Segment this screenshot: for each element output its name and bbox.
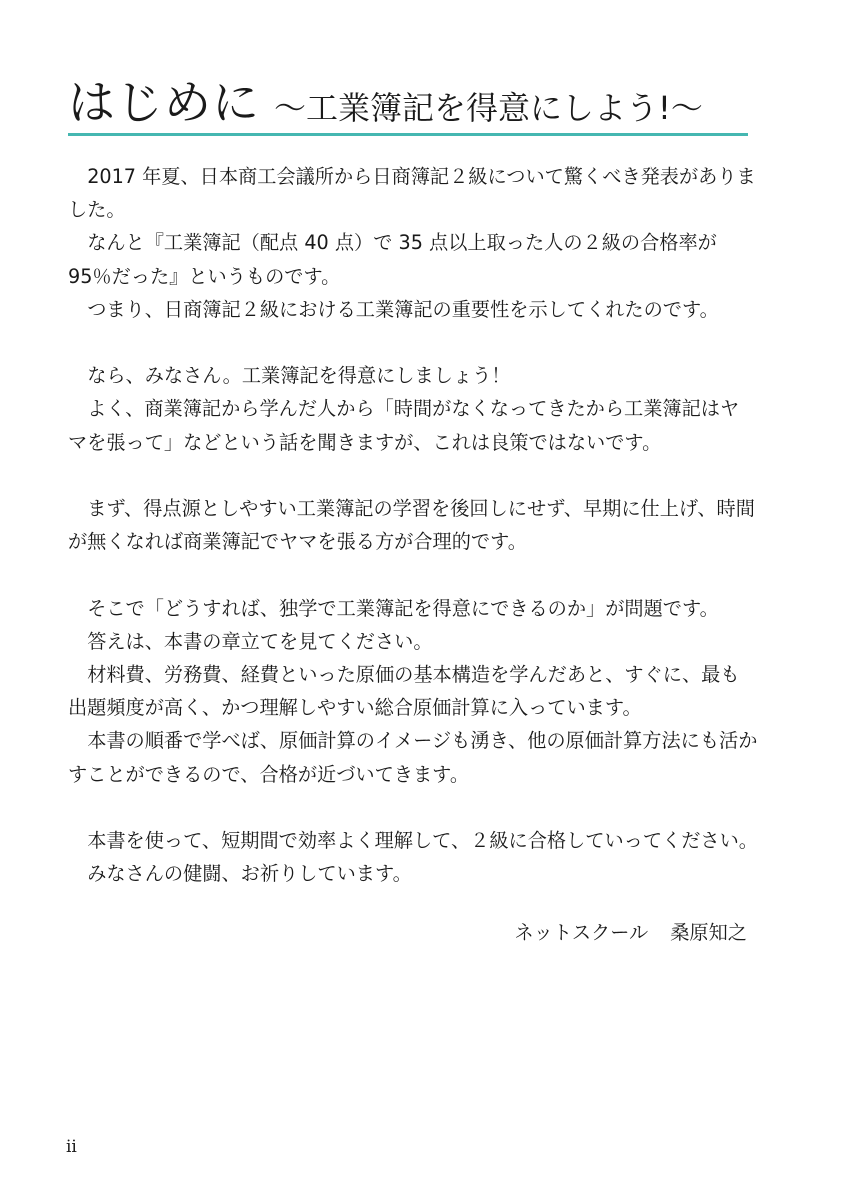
paragraph-spacer: [68, 558, 758, 591]
signature-organization: ネットスクール: [514, 921, 649, 944]
paragraph: つまり、日商簿記２級における工業簿記の重要性を示してくれたのです。: [87, 297, 719, 321]
body-text: [68, 160, 758, 890]
paragraph-spacer: [68, 791, 758, 824]
chapter-heading: [68, 66, 758, 136]
paragraph: 材料費、労務費、経費といった原価の基本構造を学んだあと、すぐに、最も出題頻度が高く、かつ理解しやすい総合原価計算に入っています。: [68, 663, 740, 720]
paragraph: 本書を使って、短期間で効率よく理解して、２級に合格していってください。: [87, 829, 758, 852]
heading-underline: [68, 133, 748, 136]
paragraph: そこで「どうすれば、独学で工業簿記を得意にできるのか」が問題です。: [87, 596, 719, 620]
paragraph-spacer: [68, 326, 758, 359]
paragraph: 2017 年夏、日本商工会議所から日商簿記２級について驚くべき発表がありました。: [68, 165, 756, 222]
page-number: ii: [66, 1137, 77, 1157]
paragraph: 答えは、本書の章立てを見てください。: [87, 629, 433, 653]
paragraph: 本書の順番で学べば、原価計算のイメージも湧き、他の原価計算方法にも活かすことができるので、合格が近づいてきます。: [68, 729, 758, 786]
signature: [515, 918, 748, 945]
paragraph: みなさんの健闘、お祈りしています。: [87, 862, 412, 886]
signature-author: 桑原知之: [670, 921, 747, 944]
paragraph: なら、みなさん。工業簿記を得意にしましょう！: [87, 364, 511, 388]
paragraph: まず、得点源としやすい工業簿記の学習を後回しにせず、早期に仕上げ、時間が無くなれば商業簿記でヤマを張る方が合理的です。: [68, 497, 755, 554]
paragraph-spacer: [68, 459, 758, 492]
heading-subtitle: ～工業簿記を得意にしよう!～: [274, 89, 703, 127]
paragraph: なんと『工業簿記（配点 40 点）で 35 点以上取った人の２級の合格率が 95％だった』というものです。: [68, 231, 717, 288]
paragraph: よく、商業簿記から学んだ人から「時間がなくなってきたから工業簿記はヤマを張って」などという話を聞きますが、これは良策ではないです。: [68, 397, 740, 454]
heading-title: はじめに: [68, 76, 260, 131]
